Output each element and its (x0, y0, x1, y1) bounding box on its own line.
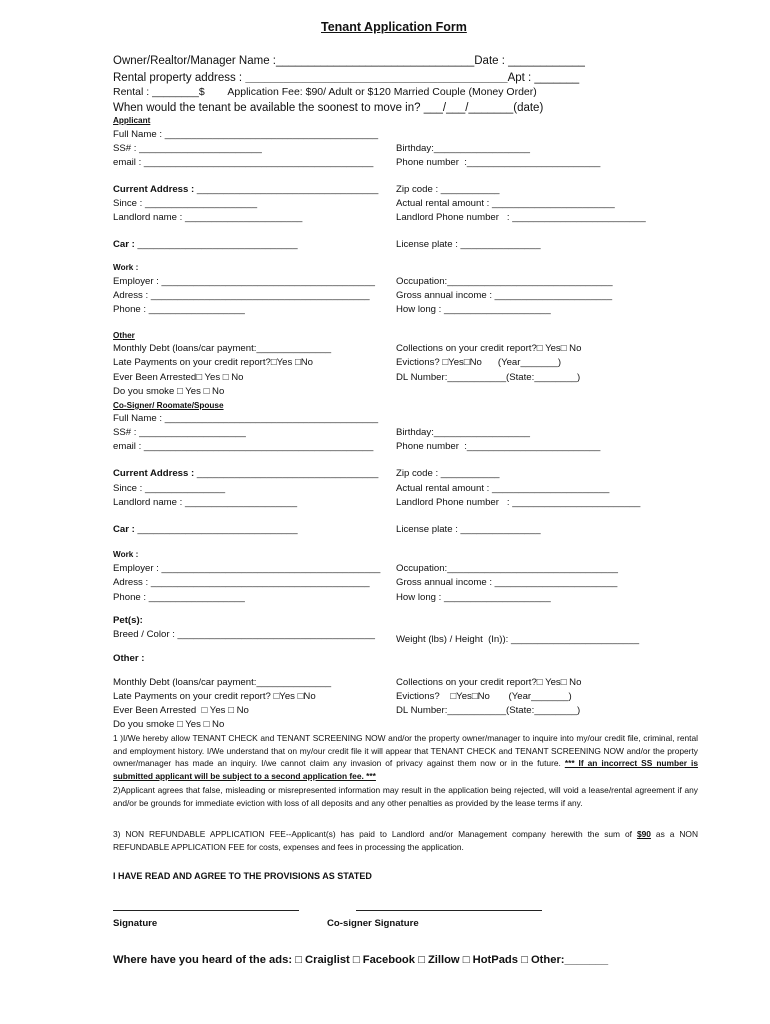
cosigner-signature-line[interactable] (356, 910, 542, 911)
cosigner-income-field[interactable]: Gross annual income : _______________________ (396, 577, 618, 588)
terms-paragraph-1 (113, 732, 698, 782)
terms-paragraph-2: 2)Applicant agrees that false, misleading or misrepresented information may result in the application being rejected, will void a lease/rental agreement if any and/or be grounds for immediate eviction with loss of all deposits and any other penalties as provided by the lease terms if any. (113, 785, 698, 808)
terms-p3-text-b: as a NON REFUNDABLE APPLICATION FEE for costs, expenses and fees in processing the application. (113, 829, 698, 852)
page-title: Tenant Application Form (321, 20, 467, 34)
cosigner-arrested-checkbox[interactable]: Ever Been Arrested □ Yes □ No (113, 705, 249, 716)
apt-field[interactable]: Apt : _______ (507, 72, 580, 84)
cosigner-landlord-phone-field[interactable]: Landlord Phone number : ________________________ (396, 497, 641, 508)
applicant-heading: Applicant (113, 116, 151, 125)
applicant-dl-number-field[interactable]: DL Number:___________(State:________) (396, 372, 581, 383)
cosigner-signature-label: Co-signer Signature (327, 918, 419, 929)
cosigner-dl-number-field[interactable]: DL Number:___________(State:________) (396, 705, 581, 716)
pet-breed-color-field[interactable]: Breed / Color : _____________________________________ (113, 629, 375, 640)
pets-heading: Pet(s): (113, 615, 143, 626)
cosigner-birthday-field[interactable]: Birthday:__________________ (396, 427, 530, 438)
current-address-blank[interactable]: __________________________________ (196, 468, 379, 479)
signature-line[interactable] (113, 910, 299, 911)
current-address-blank[interactable]: __________________________________ (196, 184, 379, 195)
applicant-email-field[interactable]: email : ___________________________________________ (113, 157, 374, 168)
applicant-occupation-field[interactable]: Occupation:_______________________________ (396, 276, 613, 287)
applicant-smoke-checkbox[interactable]: Do you smoke □ Yes □ No (113, 386, 225, 397)
agreement-statement: I HAVE READ AND AGREE TO THE PROVISIONS AS STATED (113, 871, 372, 881)
cosigner-evictions-checkbox[interactable]: Evictions? □Yes□No (Year_______) (396, 691, 572, 702)
car-label: Car : (113, 524, 138, 535)
applicant-employer-field[interactable]: Employer : ________________________________________ (113, 276, 375, 287)
cosigner-current-address-field[interactable] (113, 468, 378, 480)
cosigner-full-name-field[interactable]: Full Name : ________________________________________ (113, 413, 379, 424)
move-in-date-field[interactable]: When would the tenant be available the soonest to move in? ___/___/_______(date) (113, 102, 544, 114)
applicant-landlord-phone-field[interactable]: Landlord Phone number : _________________________ (396, 212, 646, 223)
rental-address-blank[interactable]: _________________________________________ (245, 72, 508, 84)
applicant-rent-amount-field[interactable]: Actual rental amount : _______________________ (396, 198, 615, 209)
car-label: Car : (113, 239, 138, 250)
cosigner-license-plate-field[interactable]: License plate : _______________ (396, 524, 541, 535)
terms-p1-text: 1 )I/We hereby allow TENANT CHECK and TENANT SCREENING NOW and/or the property owner/manager to inquire into my/our credit file, criminal, rental and employment history. I/We understand that on my/our credit file it will appear that TENANT CHECK and TENANT SCREENING NOW and/or the property owner/manager has made an inquiry. I/we cannot claim any invasion of privacy against them now or in the future. (113, 733, 698, 769)
applicant-monthly-debt-field[interactable]: Monthly Debt (loans/car payment:______________ (113, 343, 332, 354)
applicant-arrested-checkbox[interactable]: Ever Been Arrested□ Yes □ No (113, 372, 244, 383)
applicant-phone-field[interactable]: Phone number :_________________________ (396, 157, 601, 168)
applicant-landlord-name-field[interactable]: Landlord name : ______________________ (113, 212, 303, 223)
applicant-late-payments-checkbox[interactable]: Late Payments on your credit report?□Yes □No (113, 357, 314, 368)
terms-p3-fee: $90 (636, 829, 651, 839)
cosigner-ssn-field[interactable]: SS# : ____________________ (113, 427, 246, 438)
cosigner-work-heading: Work : (113, 550, 139, 559)
cosigner-rent-amount-field[interactable]: Actual rental amount : ______________________ (396, 483, 610, 494)
applicant-car-field[interactable] (113, 239, 298, 251)
ads-source-checkboxes[interactable]: Where have you heard of the ads: □ Craiglist □ Facebook □ Zillow □ HotPads □ Other:_______ (113, 954, 609, 966)
car-blank[interactable]: ______________________________ (137, 524, 298, 535)
cosigner-occupation-field[interactable]: Occupation:________________________________ (396, 563, 618, 574)
terms-p1-warning: *** If an incorrect SS number is submitted applicant will be subject to a second application fee. *** (113, 758, 698, 781)
terms-p3-text-a: 3) NON REFUNDABLE APPLICATION FEE--Applicant(s) has paid to Landlord and/or Management company herewith the sum of (113, 829, 637, 839)
cosigner-work-phone-field[interactable]: Phone : __________________ (113, 592, 245, 603)
cosigner-monthly-debt-field[interactable]: Monthly Debt (loans/car payment:______________ (113, 677, 332, 688)
cosigner-how-long-field[interactable]: How long : ____________________ (396, 592, 551, 603)
cosigner-car-field[interactable] (113, 524, 298, 536)
cosigner-collections-checkbox[interactable]: Collections on your credit report?□ Yes□ No (396, 677, 582, 688)
applicant-work-phone-field[interactable]: Phone : __________________ (113, 304, 245, 315)
applicant-full-name-field[interactable]: Full Name : ________________________________________ (113, 129, 379, 140)
terms-paragraph-3 (113, 828, 698, 853)
applicant-income-field[interactable]: Gross annual income : ______________________ (396, 290, 613, 301)
cosigner-since-field[interactable]: Since : _______________ (113, 483, 226, 494)
cosigner-heading: Co-Signer/ Roomate/Spouse (113, 401, 224, 410)
rental-address-field[interactable] (113, 71, 579, 85)
cosigner-phone-field[interactable]: Phone number :_________________________ (396, 441, 601, 452)
cosigner-other-heading: Other : (113, 653, 145, 664)
applicant-current-address-field[interactable] (113, 184, 378, 196)
cosigner-email-field[interactable]: email : ___________________________________________ (113, 441, 374, 452)
cosigner-zip-field[interactable]: Zip code : ___________ (396, 468, 500, 479)
applicant-zip-field[interactable]: Zip code : ___________ (396, 184, 500, 195)
applicant-ssn-field[interactable]: SS# : _______________________ (113, 143, 262, 154)
cosigner-smoke-checkbox[interactable]: Do you smoke □ Yes □ No (113, 719, 225, 730)
applicant-how-long-field[interactable]: How long : ____________________ (396, 304, 551, 315)
applicant-license-plate-field[interactable]: License plate : _______________ (396, 239, 541, 250)
cosigner-work-address-field[interactable]: Adress : _________________________________________ (113, 577, 370, 588)
current-address-label: Current Address : (113, 468, 197, 479)
applicant-work-address-field[interactable]: Adress : _________________________________________ (113, 290, 370, 301)
owner-name-date-field[interactable]: Owner/Realtor/Manager Name :_______________________________Date : ____________ (113, 55, 585, 67)
car-blank[interactable]: ______________________________ (137, 239, 298, 250)
applicant-other-heading: Other (113, 331, 135, 340)
applicant-collections-checkbox[interactable]: Collections on your credit report?□ Yes□ No (396, 343, 582, 354)
rental-address-label: Rental property address : (113, 72, 246, 84)
cosigner-landlord-name-field[interactable]: Landlord name : _____________________ (113, 497, 298, 508)
current-address-label: Current Address : (113, 184, 197, 195)
applicant-evictions-checkbox[interactable]: Evictions? □Yes□No (Year_______) (396, 357, 562, 368)
cosigner-employer-field[interactable]: Employer : _________________________________________ (113, 563, 381, 574)
cosigner-late-payments-checkbox[interactable]: Late Payments on your credit report? □Yes □No (113, 691, 316, 702)
applicant-birthday-field[interactable]: Birthday:__________________ (396, 143, 530, 154)
rental-fee-line[interactable]: Rental : ________$ Application Fee: $90/ Adult or $120 Married Couple (Money Order) (113, 86, 537, 98)
applicant-since-field[interactable]: Since : _____________________ (113, 198, 258, 209)
applicant-work-heading: Work : (113, 263, 139, 272)
weight-height-field[interactable]: Weight (lbs) / Height (In)): ________________________ (396, 634, 640, 645)
signature-label: Signature (113, 918, 158, 929)
